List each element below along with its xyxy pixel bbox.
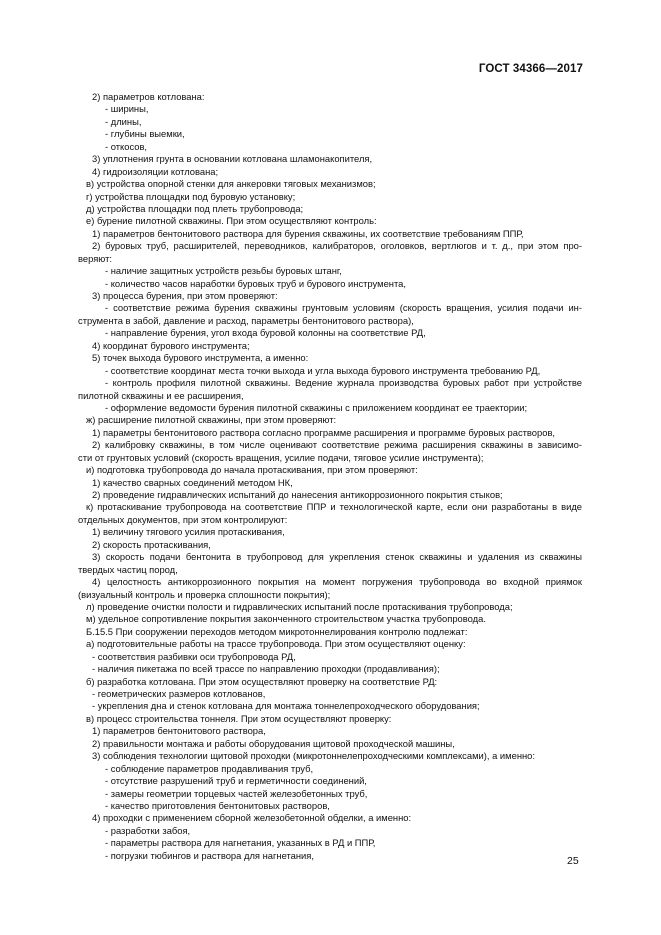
text-line: м) удельное сопротивление покрытия законченного строительством участка трубопровода.	[86, 613, 486, 625]
text-line: Б.15.5 При сооружении переходов методом микротоннелирования контролю подлежат:	[86, 625, 468, 637]
text-line: 2) буровых труб, расширителей, переводников, калибраторов, оголовков, вертлюгов и т. д., при этом про-	[92, 240, 582, 252]
text-line: 3) уплотнения грунта в основании котлована шламонакопителя,	[92, 153, 373, 165]
text-line: 1) параметры бентонитового раствора согласно программе расширения и программе буровых растворов,	[92, 426, 556, 438]
text-line: - соответствие режима бурения скважины грунтовым условиям (скорость вращения, усилия подачи ин-	[105, 302, 582, 314]
text-line: - соблюдение параметров продавливания труб,	[105, 762, 314, 774]
text-line: г) устройства площадки под буровую установку;	[86, 190, 296, 202]
text-line: л) проведение очистки полости и гидравлических испытаний после протаскивания трубопровода;	[86, 600, 513, 612]
text-line: - разработки забоя,	[105, 824, 191, 836]
text-line: 1) величину тягового усилия протаскивания,	[92, 526, 285, 538]
text-line: (визуальный контроль и проверка сплошности покрытия);	[78, 588, 331, 600]
text-line: - замеры геометрии торцевых частей железобетонных труб,	[105, 787, 368, 799]
text-line: 2) проведение гидравлических испытаний до нанесения антикоррозионного покрытия стыков;	[92, 489, 503, 500]
text-line: 4) целостность антикоррозионного покрытия на момент погружения трубопровода во входной приямок	[92, 576, 582, 588]
page-number: 25	[567, 855, 579, 867]
text-line: - глубины выемки,	[105, 128, 185, 140]
text-line: 1) параметров бентонитового раствора для бурения скважины, их соответствие требованиям ППР,	[92, 227, 524, 239]
text-line: - откосов,	[105, 140, 148, 152]
text-line: - наличие защитных устройств резьбы буровых штанг,	[105, 265, 342, 277]
text-line: - количество часов наработки буровых труб и бурового инструмента,	[105, 277, 406, 289]
text-line: в) устройства опорной стенки для анкеровки тяговых механизмов;	[86, 178, 376, 190]
text-line: - наличия пикетажа по всей трассе по направлению проходки (продавливания);	[92, 663, 440, 675]
text-line: - соответствие координат места точки выхода и угла выхода бурового инструмента требованию РД,	[105, 364, 541, 376]
text-line: ж) расширение пилотной скважины, при этом проверяют:	[86, 414, 337, 426]
text-line: твердых частиц пород,	[78, 563, 178, 575]
text-line: 2) скорость протаскивания,	[92, 538, 211, 550]
text-line: 3) скорость подачи бентонита в трубопровод для укрепления стенок скважины и удаления из скважины	[92, 551, 582, 563]
text-line: 1) параметров бентонитового раствора,	[92, 725, 266, 737]
text-line: а) подготовительные работы на трассе трубопровода. При этом осуществляют оценку:	[86, 638, 466, 650]
text-line: б) разработка котлована. При этом осуществляют проверку на соответствие РД:	[86, 675, 438, 687]
text-line: - геометрических размеров котлованов,	[92, 688, 266, 699]
text-line: отдельных документов, при этом контролируют:	[78, 513, 288, 525]
text-line: пилотной скважины и ее расширения,	[78, 389, 244, 401]
text-line: 1) качество сварных соединений методом НК,	[92, 476, 293, 488]
text-line: 2) параметров котлована:	[92, 91, 205, 102]
text-line: 3) процесса бурения, при этом проверяют:	[92, 290, 278, 301]
text-line: д) устройства площадки под плеть трубопровода;	[86, 202, 304, 214]
text-line: 4) проходки с применением сборной железобетонной обделки, а именно:	[92, 812, 412, 824]
text-line: - параметры раствора для нагнетания, указанных в РД и ППР,	[105, 837, 376, 849]
text-line: 4) гидроизоляции котлована;	[92, 165, 219, 177]
text-line: веряют:	[78, 252, 112, 264]
text-line: - направление бурения, угол входа буровой колонны на соответствие РД,	[105, 327, 426, 339]
document-header: ГОСТ 34366—2017	[478, 63, 583, 75]
text-line: струмента в забой, давление и расход, параметры бентонитового раствора),	[78, 314, 414, 326]
text-line: - укрепления дна и стенок котлована для монтажа тоннелепроходческого оборудования;	[92, 700, 480, 712]
text-line: к) протаскивание трубопровода на соответствие ППР и технологической карте, если они разработаны в виде	[86, 501, 582, 513]
text-line: - отсутствие разрушений труб и герметичности соединений,	[105, 775, 367, 787]
text-line: 4) координат бурового инструмента;	[92, 339, 250, 351]
text-line: - ширины,	[105, 103, 149, 115]
text-line: - соответствия разбивки оси трубопровода РД,	[92, 650, 296, 662]
document-body	[78, 91, 582, 862]
text-line: 5) точек выхода бурового инструмента, а именно:	[92, 352, 309, 364]
text-line: е) бурение пилотной скважины. При этом осуществляют контроль:	[86, 215, 377, 227]
text-line: 2) правильности монтажа и работы оборудования щитовой проходческой машины,	[92, 737, 455, 749]
text-line: - контроль профиля пилотной скважины. Ведение журнала производства буровых работ при устройстве	[105, 377, 582, 389]
text-line: - оформление ведомости бурения пилотной скважины с приложением координат ее траектории;	[105, 401, 528, 413]
text-line: 2) калибровку скважины, в том числе оценивают соответствие режима расширения скважины в зависимо-	[92, 439, 582, 451]
text-line: - качество приготовления бентонитовых растворов,	[105, 799, 330, 811]
text-line: и) подготовка трубопровода до начала протаскивания, при этом проверяют:	[86, 464, 418, 476]
text-line: сти от грунтовых условий (скорость вращения, усилие подачи, тяговое усилие инструмента);	[78, 451, 484, 463]
text-line: 3) соблюдения технологии щитовой проходки (микротоннелепроходческими комплексами), а именно:	[92, 750, 535, 762]
text-line: - погрузки тюбингов и раствора для нагнетания,	[105, 849, 314, 861]
text-line: в) процесс строительства тоннеля. При этом осуществляют проверку:	[86, 712, 392, 724]
text-line: - длины,	[105, 115, 142, 127]
